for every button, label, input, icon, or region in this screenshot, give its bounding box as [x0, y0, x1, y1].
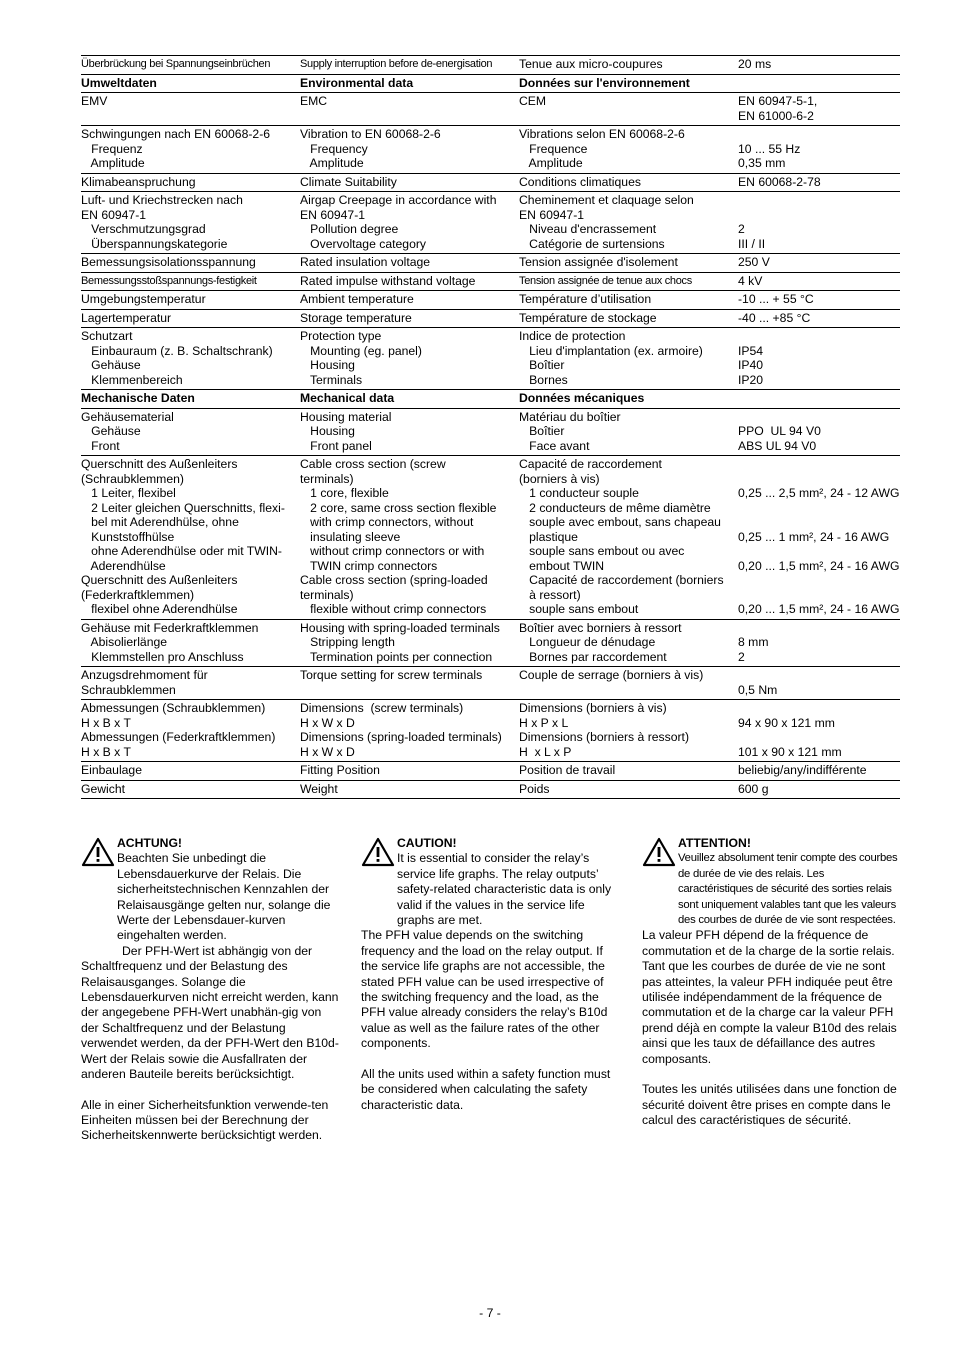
note-column-fr — [642, 836, 900, 1128]
table-cell: -10 ... + 55 °C — [738, 291, 900, 310]
table-cell: Données sur l'environnement — [519, 74, 738, 93]
table-cell: beliebig/any/indifférente — [738, 762, 900, 781]
table-row — [81, 700, 900, 762]
table-cell: -40 ... +85 °C — [738, 309, 900, 328]
table-cell: Weight — [300, 780, 519, 799]
table-cell: Lagertemperatur — [81, 309, 300, 328]
warning-title: ATTENTION! — [678, 836, 751, 850]
table-row — [81, 456, 900, 620]
paragraph: Alle in einer Sicherheitsfunktion verwende-ten Einheiten müssen bei der Berechnung der Sicherheitskennwerte berücksichtigt werden. — [81, 1097, 332, 1143]
warning-block-fr — [642, 836, 900, 928]
table-cell: Ambient temperature — [300, 291, 519, 310]
paragraph: Toutes les unités utilisées dans une fonction de sécurité doivent être prises en compte dans le calcul des caractéristiques de sécurité. — [642, 1082, 901, 1127]
table-cell: Boîtier avec borniers à ressort Longueur de dénudage Bornes par raccordement — [519, 619, 738, 667]
table-cell: Gehäuse mit Federkraftklemmen Abisolierlänge Klemmstellen pro Anschluss — [81, 619, 300, 667]
table-cell: Vibrations selon EN 60068-2-6 Frequence Amplitude — [519, 126, 738, 174]
table-row — [81, 762, 900, 781]
table-row — [81, 93, 900, 126]
warning-text: Beachten Sie unbedingt die Lebensdauerkurve der Relais. Die sicherheitstechnischen Kennzahlen der Relaisausgänge gelten nur, solange die Werte der Lebensdauer-kurven eingehalten werden. — [117, 851, 331, 943]
table-cell: IP54 IP40 IP20 — [738, 328, 900, 390]
table-row — [81, 328, 900, 390]
table-cell: Luft- und Kriechstrecken nach EN 60947-1 Verschmutzungsgrad Überspannungskategorie — [81, 192, 300, 254]
table-cell: Dimensions (borniers à vis) H x P x L Dimensions (borniers à ressort) H x L x P — [519, 700, 738, 762]
warning-triangle-icon — [361, 836, 397, 928]
table-cell: Position de travail — [519, 762, 738, 781]
warning-triangle-icon — [81, 836, 117, 944]
table-cell: EN 60947-5-1, EN 61000-6-2 — [738, 93, 900, 126]
table-cell: PPO UL 94 V0 ABS UL 94 V0 — [738, 408, 900, 456]
table-row — [81, 619, 900, 667]
note-column-en — [361, 836, 619, 1113]
warning-text: It is essential to consider the relay’s service life graphs. The relay outputs’ safety-related characteristic data is only valid if the values in the service life graphs are met. — [397, 851, 612, 928]
paragraph: The PFH value depends on the switching frequency and the load on the relay output. If the service life graphs are not accessible, the stated PFH value can be used irrespective of the switching frequency and the load, as the PFH value already considers the relay’s B10d value as well as the failure rates of the other components. — [361, 928, 611, 1051]
table-cell — [738, 74, 900, 93]
table-cell: Schutzart Einbauraum (z. B. Schaltschrank) Gehäuse Klemmenbereich — [81, 328, 300, 390]
table-row — [81, 56, 900, 75]
table-row — [81, 667, 900, 700]
table-cell: Fitting Position — [300, 762, 519, 781]
table-cell: Airgap Creepage in accordance with EN 60947-1 Pollution degree Overvoltage category — [300, 192, 519, 254]
table-cell: 0,5 Nm — [738, 667, 900, 700]
technical-data-table — [81, 55, 900, 799]
note-column-de — [81, 836, 342, 1144]
table-cell: Umgebungstemperatur — [81, 291, 300, 310]
table-cell: Tension assignée d'isolement — [519, 254, 738, 273]
table-cell: 10 ... 55 Hz 0,35 mm — [738, 126, 900, 174]
table-row — [81, 254, 900, 273]
table-cell: EMV — [81, 93, 300, 126]
warning-triangle-icon — [642, 836, 678, 928]
table-cell: Température de stockage — [519, 309, 738, 328]
table-cell: Mechanical data — [300, 390, 519, 409]
table-cell: Mechanische Daten — [81, 390, 300, 409]
table-row — [81, 780, 900, 799]
table-cell: 600 g — [738, 780, 900, 799]
table-cell: Tenue aux micro-coupures — [519, 56, 738, 75]
table-row — [81, 309, 900, 328]
table-cell: Conditions climatiques — [519, 173, 738, 192]
paragraph: Der PFH-Wert ist abhängig von der Schaltfrequenz und der Belastung des Relaisausganges. Solange die Lebensdauerkurven nicht erreicht werden, kann der angegebene PFH-Wert unabhän-gig von der Schaltfrequenz und der Belastung verwendet werden, da der PFH-Wert den B10d-Wert der Relais sowie die Ausfallraten der anderen Bauteile bereits berücksichtigt. — [81, 943, 342, 1082]
table-cell: Torque setting for screw terminals — [300, 667, 519, 700]
technical-data-body — [81, 56, 900, 799]
page-number: - 7 - — [479, 1306, 501, 1320]
table-cell: Matériau du boîtier Boîtier Face avant — [519, 408, 738, 456]
table-cell: 0,25 ... 2,5 mm², 24 - 12 AWG 0,25 ... 1 mm², 24 - 16 AWG 0,20 ... 1,5 mm², 24 - 16 AWG 0,20 ... 1,5 mm², 24 - 16 AWG — [738, 456, 900, 620]
table-cell: Tension assignée de tenue aux chocs — [519, 272, 738, 291]
warning-text: Veuillez absolument tenir compte des courbes de durée de vie des relais. Les caractéristiques de sécurité des sorties relais sont uniquement valables tant que les valeurs des courbes de durée de vie sont respectées. — [678, 852, 898, 927]
warning-title: ACHTUNG! — [117, 836, 182, 850]
warning-block-en — [361, 836, 619, 928]
table-cell: Rated impulse withstand voltage — [300, 272, 519, 291]
table-cell: 20 ms — [738, 56, 900, 75]
section-header-row — [81, 74, 900, 93]
table-cell: Climate Suitability — [300, 173, 519, 192]
table-row — [81, 173, 900, 192]
table-cell: Capacité de raccordement (borniers à vis) 1 conducteur souple 2 conducteurs de même diamètre souple avec embout, sans chapeau plastique souple sans embout ou avec embout TWIN Capacité de raccordement (borniers à ressort) souple sans embout — [519, 456, 738, 620]
table-cell: Protection type Mounting (eg. panel) Housing Terminals — [300, 328, 519, 390]
table-cell: Rated insulation voltage — [300, 254, 519, 273]
table-cell — [738, 390, 900, 409]
table-cell: Anzugsdrehmoment für Schraubklemmen — [81, 667, 300, 700]
table-cell: Querschnitt des Außenleiters (Schraubklemmen) 1 Leiter, flexibel 2 Leiter gleichen Querschnitts, flexi- bel mit Aderendhülse, ohne Kunststoffhülse ohne Aderendhülse oder mit TWIN- Aderendhülse Querschnitt des Außenleiters (Federkraftklemmen) flexibel ohne Aderendhülse — [81, 456, 300, 620]
table-cell: Cheminement et claquage selon EN 60947-1 Niveau d'encrassement Catégorie de surtensions — [519, 192, 738, 254]
table-cell: 250 V — [738, 254, 900, 273]
table-cell: Überbrückung bei Spannungseinbrüchen — [81, 56, 300, 75]
table-row — [81, 192, 900, 254]
table-row — [81, 408, 900, 456]
table-cell: Cable cross section (screw terminals) 1 core, flexible 2 core, same cross section flexible with crimp connectors, without insulating sleeve without crimp connectors or with TWIN crimp connectors Cable cross section (spring-loaded terminals) flexible without crimp connectors — [300, 456, 519, 620]
table-cell: Couple de serrage (borniers à vis) — [519, 667, 738, 700]
section-header-row — [81, 390, 900, 409]
table-cell: EN 60068-2-78 — [738, 173, 900, 192]
table-cell: Housing material Housing Front panel — [300, 408, 519, 456]
table-row — [81, 126, 900, 174]
table-cell: Données mécaniques — [519, 390, 738, 409]
table-row — [81, 272, 900, 291]
table-cell: Klimabeanspruchung — [81, 173, 300, 192]
table-cell: 8 mm 2 — [738, 619, 900, 667]
table-cell: Umweltdaten — [81, 74, 300, 93]
table-cell: EMC — [300, 93, 519, 126]
paragraph: La valeur PFH dépend de la fréquence de commutation et de la charge de la sortie relais. — [642, 928, 895, 958]
table-row — [81, 291, 900, 310]
table-cell: Storage temperature — [300, 309, 519, 328]
table-cell: Dimensions (screw terminals) H x W x D Dimensions (spring-loaded terminals) H x W x D — [300, 700, 519, 762]
table-cell: Einbaulage — [81, 762, 300, 781]
table-cell: Indice de protection Lieu d'implantation (ex. armoire) Boîtier Bornes — [519, 328, 738, 390]
paragraph: All the units used within a safety function must be considered when calculating the safety characteristic data. — [361, 1066, 614, 1112]
table-cell: Vibration to EN 60068-2-6 Frequency Amplitude — [300, 126, 519, 174]
paragraph: Tant que les courbes de durée de vie ne sont pas atteintes, la valeur PFH indiquée peut être utilisée indépendamment de la fréquence de commutation et de la charge car la valeur PFH prend déjà en compte la valeur B10d des relais ainsi que les taux de défaillance des autres composants. — [642, 959, 901, 1066]
table-cell: CEM — [519, 93, 738, 126]
warning-block-de — [81, 836, 339, 944]
table-cell: Environmental data — [300, 74, 519, 93]
table-cell: 2 III / II — [738, 192, 900, 254]
table-cell: Bemessungsisolationsspannung — [81, 254, 300, 273]
table-cell: 4 kV — [738, 272, 900, 291]
table-cell: Gehäusematerial Gehäuse Front — [81, 408, 300, 456]
table-cell: Supply interruption before de-energisation — [300, 56, 519, 75]
table-cell: Schwingungen nach EN 60068-2-6 Frequenz Amplitude — [81, 126, 300, 174]
table-cell: Gewicht — [81, 780, 300, 799]
table-cell: Bemessungsstoßspannungs-festigkeit — [81, 272, 300, 291]
warning-title: CAUTION! — [397, 836, 457, 850]
table-cell: Poids — [519, 780, 738, 799]
table-cell: Abmessungen (Schraubklemmen) H x B x T Abmessungen (Federkraftklemmen) H x B x T — [81, 700, 300, 762]
table-cell: Température d’utilisation — [519, 291, 738, 310]
table-cell: Housing with spring-loaded terminals Stripping length Termination points per connection — [300, 619, 519, 667]
table-cell: 94 x 90 x 121 mm 101 x 90 x 121 mm — [738, 700, 900, 762]
